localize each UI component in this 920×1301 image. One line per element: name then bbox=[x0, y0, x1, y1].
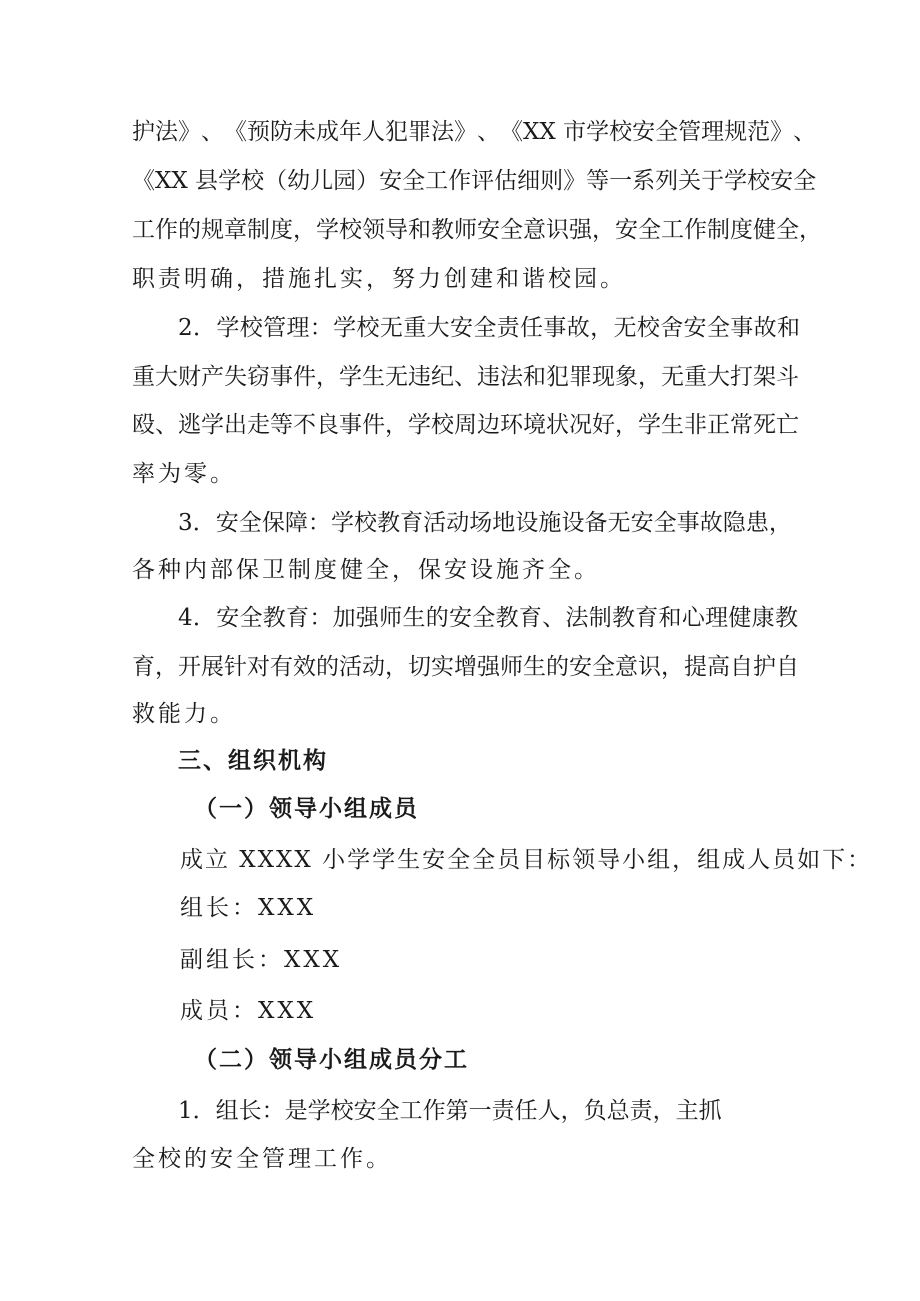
paragraph-3-line-1: 3 ． 安 全 保 障 ： 学 校 教 育 活 动 场 地 设 施 设 备 无 安 全 事 故 隐 患 ， bbox=[178, 510, 792, 536]
paragraph-3-line-2: 各种内部保卫制度健全，保安设施齐全。 bbox=[132, 557, 600, 583]
paragraph-2-line-1: 2 ． 学 校 管 理 ： 学 校 无 重 大 安 全 责 任 事 故 ， 无 校 舍 安 全 事 故 和 bbox=[178, 315, 800, 341]
paragraph-4-line-2: 育 ， 开 展 针 对 有 效 的 活 动 ， 切 实 增 强 师 生 的 安 全 意 识 ， 提 高 自 护 自 bbox=[132, 654, 799, 680]
role-leader-label: 组长： bbox=[180, 895, 258, 921]
paragraph-4-line-3: 救能力。 bbox=[132, 701, 236, 727]
paragraph-1-line-1: 护 法 》 、 《 预 防 未 成 年 人 犯 罪 法 》 、 《 X X 市 学 校 安 全 管 理 规 范 》 、 bbox=[132, 119, 817, 145]
role-deputy-leader-label: 副组长： bbox=[180, 947, 284, 973]
subsection-1-heading: （一）领导小组成员 bbox=[194, 796, 419, 822]
section-3-heading: 三、组织机构 bbox=[178, 748, 328, 774]
subsection-2-heading: （二）领导小组成员分工 bbox=[194, 1047, 469, 1073]
role-members-label: 成员： bbox=[180, 998, 258, 1024]
role-members bbox=[180, 996, 316, 1026]
role-leader bbox=[180, 893, 316, 923]
duty-1-line-1: 1 ． 组 长 ： 是 学 校 安 全 工 作 第 一 责 任 人 ， 负 总 责 ， 主 抓 bbox=[178, 1098, 722, 1124]
paragraph-2-line-4: 率为零。 bbox=[132, 461, 236, 487]
role-deputy-leader bbox=[180, 945, 342, 975]
paragraph-4-line-1: 4 ． 安 全 教 育 ： 加 强 师 生 的 安 全 教 育 、 法 制 教 育 和 心 理 健 康 教 bbox=[178, 605, 798, 631]
role-leader-value: XXX bbox=[258, 895, 317, 921]
leadership-group-intro: 成立 XXXX 小学学生安全全员目标领导小组，组成人员如下： bbox=[180, 847, 873, 873]
paragraph-1-line-3: 工 作 的 规 章 制 度 ， 学 校 领 导 和 教 师 安 全 意 识 强 ， 安 全 工 作 制 度 健 全 ， bbox=[132, 217, 822, 243]
paragraph-1-line-4: 职责明确，措施扎实，努力创建和谐校园。 bbox=[132, 266, 626, 292]
duty-1-line-2: 全校的安全管理工作。 bbox=[132, 1146, 392, 1172]
paragraph-2-line-3: 殴 、 逃 学 出 走 等 不 良 事 件 ， 学 校 周 边 环 境 状 况 好 ， 学 生 非 正 常 死 亡 bbox=[132, 412, 799, 438]
paragraph-1-line-2: 《 X X 县 学 校 （ 幼 儿 园 ） 安 全 工 作 评 估 细 则 》 等 一 系 列 关 于 学 校 安 全 bbox=[132, 168, 817, 194]
paragraph-2-line-2: 重 大 财 产 失 窃 事 件 ， 学 生 无 违 纪 、 违 法 和 犯 罪 现 象 ， 无 重 大 打 架 斗 bbox=[132, 364, 799, 390]
role-members-value: XXX bbox=[258, 998, 317, 1024]
role-deputy-leader-value: XXX bbox=[284, 947, 343, 973]
